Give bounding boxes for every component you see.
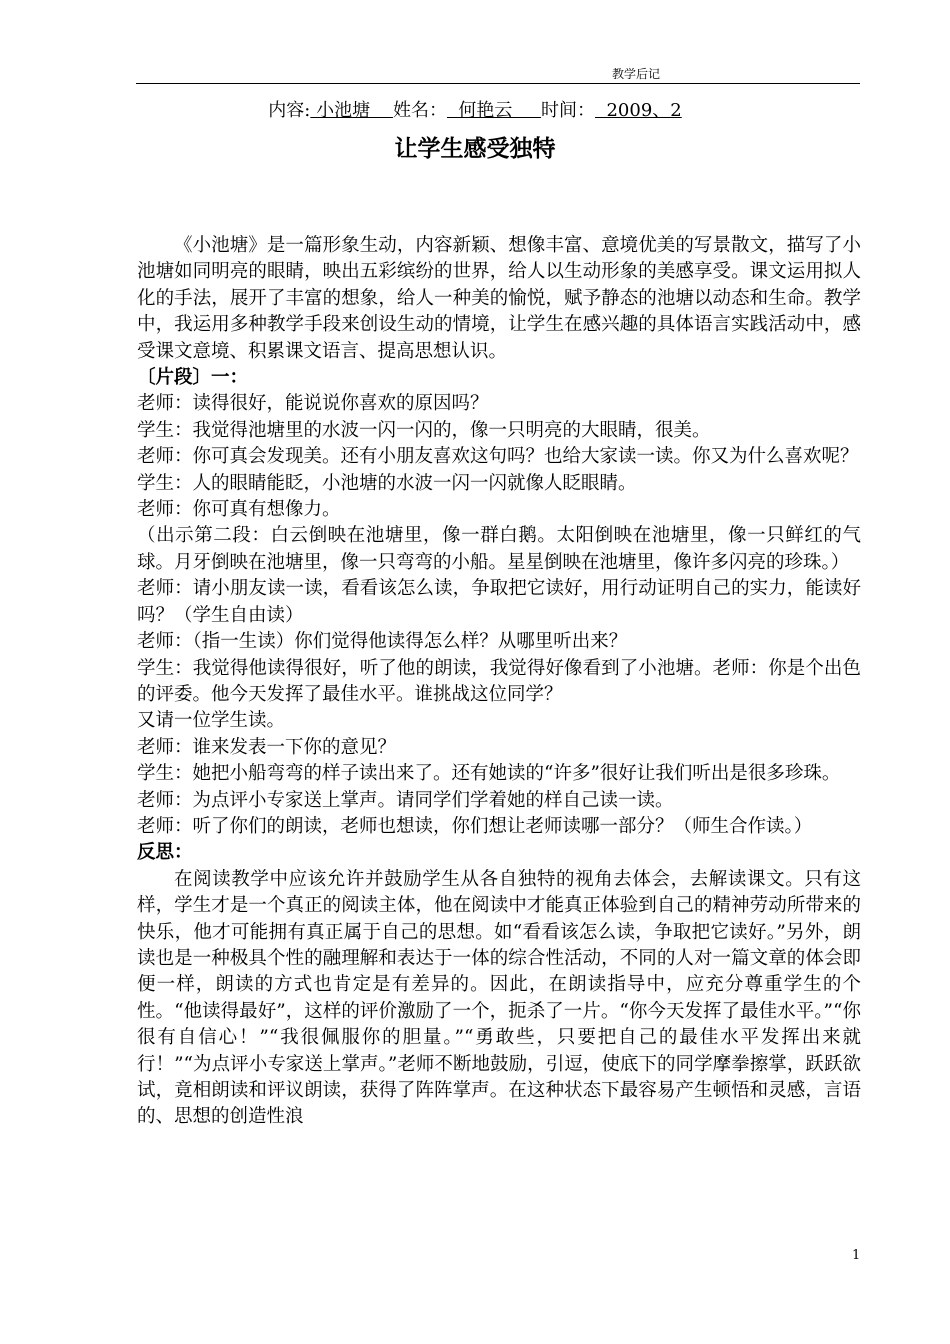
dialogue-line: 老师：请小朋友读一读，看看该怎么读，争取把它读好，用行动证明自己的实力，能读好吗？（学生自由读） [137, 578, 861, 626]
time-value: 2009、2 [595, 100, 682, 121]
dialogue-line: 老师：你可真会发现美。还有小朋友喜欢这句吗？也给大家读一读。你又为什么喜欢呢？ [137, 446, 859, 468]
content-value: 小池塘 [310, 100, 393, 121]
reflection-paragraph: 在阅读教学中应该允许并鼓励学生从各自独特的视角去体会，去解读课文。只有这样，学生才是一个真正的阅读主体，他在阅读中才能真正体验到自己的精神劳动所带来的快乐，他才可能拥有真正属于自己的思想。如“看看该怎么读，争取把它读好。”另外，朗读也是一种极具个性的融理解和表达于一体的综合性活动，不同的人对一篇文章的体会即便一样，朗读的方式也肯定是有差异的。因此，在朗读指导中，应充分尊重学生的个性。“他读得最好”，这样的评价激励了一个，扼杀了一片。“你今天发挥了最佳水平。”“你很有自信心！”“我很佩服你的胆量。”“勇敢些，只要把自己的最佳水平发挥出来就行！”“为点评小专家送上掌声。”老师不断地鼓励，引逗，使底下的同学摩拳擦掌，跃跃欲试，竟相朗读和评议朗读，获得了阵阵掌声。在这种状态下最容易产生顿悟和灵感，言语的、思想的创造性浪 [137, 868, 861, 1128]
dialogue-line: 学生：人的眼睛能眨，小池塘的水波一闪一闪就像人眨眼睛。 [137, 472, 637, 494]
name-label: 姓名： [392, 100, 447, 121]
document-body [137, 233, 861, 1131]
header-divider [136, 83, 860, 84]
section-heading-excerpt: 〔片段〕一： [137, 367, 249, 389]
section-heading-reflection: 反思： [137, 842, 193, 864]
dialogue-line: 老师：读得很好，能说说你喜欢的原因吗？ [137, 393, 489, 415]
dialogue-line: 老师：你可真有想像力。 [137, 499, 341, 521]
page-header-label: 教学后记 [611, 67, 660, 81]
dialogue-line: 学生：我觉得池塘里的水波一闪一闪的，像一只明亮的大眼睛，很美。 [137, 419, 711, 441]
dialogue-line: 老师：听了你们的朗读，老师也想读，你们想让老师读哪一部分？（师生合作读。） [137, 815, 813, 837]
dialogue-line: 又请一位学生读。 [137, 710, 286, 732]
document-meta-line [0, 97, 950, 125]
dialogue-line: （出示第二段：白云倒映在池塘里，像一群白鹅。太阳倒映在池塘里，像一只鲜红的气球。月牙倒映在池塘里，像一只弯弯的小船。星星倒映在池塘里，像许多闪亮的珍珠。） [137, 525, 861, 573]
dialogue-line: 老师：谁来发表一下你的意见？ [137, 736, 397, 758]
time-label: 时间： [541, 100, 596, 121]
author-name: 何艳云 [446, 100, 542, 121]
dialogue-line: 学生：她把小船弯弯的样子读出来了。还有她读的“许多”很好让我们听出是很多珍珠。 [137, 763, 841, 785]
dialogue-line: 老师：（指一生读）你们觉得他读得怎么样？从哪里听出来？ [137, 631, 628, 653]
document-title: 让学生感受独特 [394, 136, 556, 162]
dialogue-line: 学生：我觉得他读得很好，听了他的朗读，我觉得好像看到了小池塘。老师：你是个出色的评委。他今天发挥了最佳水平。谁挑战这位同学？ [137, 657, 861, 705]
page-number: 1 [852, 1248, 861, 1263]
dialogue-line: 老师：为点评小专家送上掌声。请同学们学着她的样自己读一读。 [137, 789, 674, 811]
intro-paragraph: 《小池塘》是一篇形象生动，内容新颖、想像丰富、意境优美的写景散文，描写了小池塘如同明亮的眼睛，映出五彩缤纷的世界，给人以生动形象的美感享受。课文运用拟人化的手法，展开了丰富的想象，给人一种美的愉悦，赋予静态的池塘以动态和生命。教学中，我运用多种教学手段来创设生动的情境，让学生在感兴趣的具体语言实践活动中，感受课文意境、积累课文语言、提高思想认识。 [137, 235, 861, 362]
content-label: 内容: [268, 100, 311, 121]
